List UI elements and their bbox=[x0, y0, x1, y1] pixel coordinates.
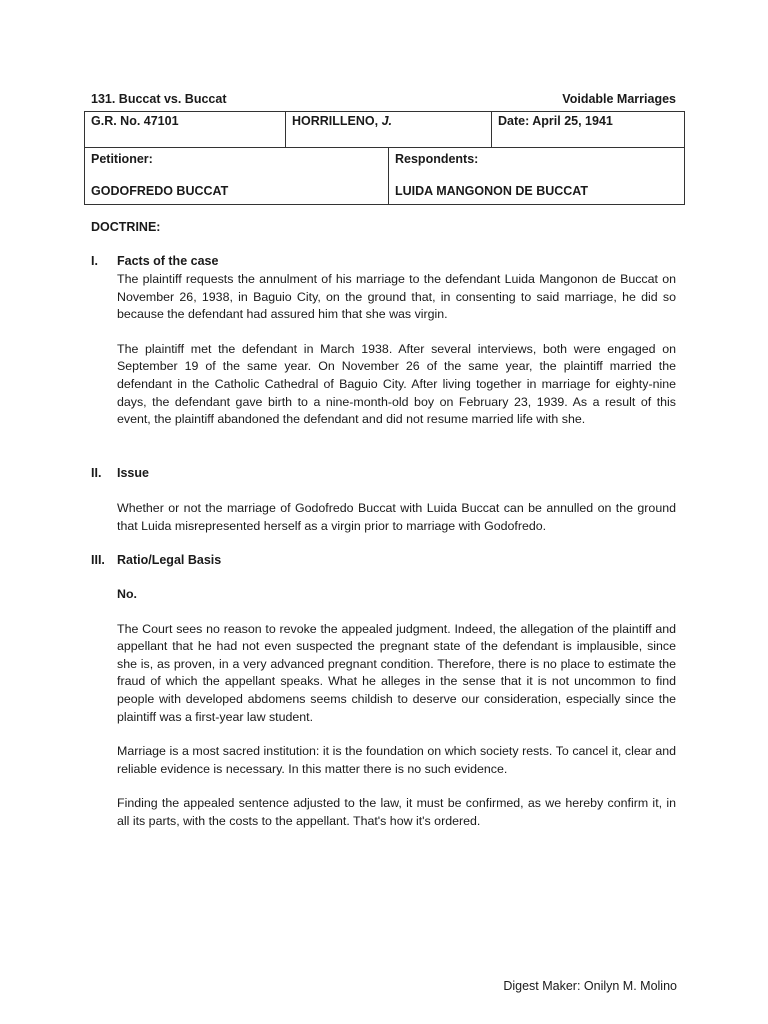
ratio-section bbox=[91, 553, 676, 831]
case-title: 131. Buccat vs. Buccat bbox=[91, 92, 227, 106]
case-header bbox=[91, 92, 676, 110]
ratio-answer: No. bbox=[117, 587, 137, 601]
issue-title: Issue bbox=[117, 466, 149, 480]
ratio-heading bbox=[91, 553, 676, 570]
facts-body bbox=[117, 271, 676, 429]
decision-date: Date: April 25, 1941 bbox=[498, 114, 613, 128]
gr-number-cell bbox=[85, 112, 286, 148]
date-cell bbox=[492, 112, 685, 148]
issue-body bbox=[117, 500, 676, 535]
facts-section bbox=[91, 254, 676, 429]
respondents-cell bbox=[389, 148, 685, 205]
petitioner-cell bbox=[85, 148, 389, 205]
issue-heading bbox=[91, 466, 676, 483]
facts-heading bbox=[91, 254, 676, 271]
facts-paragraph: The plaintiff met the defendant in March 1938. After several interviews, both were engaged on September 19 of the same year. On November 26 of the same year, the plaintiff married the defendant in the Catholic Cathedral of Baguio City. After living together in marriage for eighty-nine days, the defendant gave birth to a nine-month-old boy on February 23, 1939. As a result of this event, the plaintiff abandoned the defendant and did not resume married life with she. bbox=[117, 341, 676, 427]
ratio-paragraph: The Court sees no reason to revoke the appealed judgment. Indeed, the allegation of the plaintiff and appellant that he had not even suspected the pregnant state of the defendant is implausible, since she is, as proven, in a very advanced pregnant condition. Therefore, there is no place to estimate the fraud of which the appellant speaks. What he alleges in the sense that it is not uncommon to find people with developed abdomens seems childish to deserve our consideration, especially since the plaintiff was a first-year law student. bbox=[117, 621, 676, 724]
ponente-name: HORRILLENO, bbox=[292, 114, 382, 128]
respondents-name: LUIDA MANGONON DE BUCCAT bbox=[395, 184, 589, 198]
petitioner-label: Petitioner: bbox=[91, 152, 153, 166]
petitioner-name: GODOFREDO BUCCAT bbox=[91, 184, 229, 198]
respondents-label: Respondents: bbox=[395, 152, 479, 166]
digest-maker: Digest Maker: Onilyn M. Molino bbox=[503, 979, 677, 993]
facts-paragraph: The plaintiff requests the annulment of his marriage to the defendant Luida Mangonon de Buccat on November 26, 1938, in Baguio City, on the ground that, in consenting to said marriage, he did so because the defendant had assured him that she was virgin. bbox=[117, 272, 676, 322]
facts-title: Facts of the case bbox=[117, 254, 219, 268]
ratio-paragraph: Marriage is a most sacred institution: it is the foundation on which society rests. To cancel it, clear and reliable evidence is necessary. In this matter there is no such evidence. bbox=[117, 744, 676, 776]
case-category: Voidable Marriages bbox=[562, 92, 676, 106]
ponente-suffix: J. bbox=[381, 114, 393, 128]
ratio-title: Ratio/Legal Basis bbox=[117, 553, 222, 567]
issue-paragraph: Whether or not the marriage of Godofredo Buccat with Luida Buccat can be annulled on the ground that Luida misrepresented herself as a virgin prior to marriage with Godofredo. bbox=[117, 501, 676, 533]
ratio-number: III. bbox=[91, 553, 105, 567]
ratio-paragraph: Finding the appealed sentence adjusted to the law, it must be confirmed, as we hereby confirm it, in all its parts, with the costs to the appellant. That's how it's ordered. bbox=[117, 796, 676, 828]
issue-number: II. bbox=[91, 466, 102, 480]
facts-number: I. bbox=[91, 254, 98, 268]
ponente-cell bbox=[286, 112, 492, 148]
gr-number: G.R. No. 47101 bbox=[91, 114, 179, 128]
issue-section bbox=[91, 466, 676, 535]
case-info-table bbox=[84, 111, 685, 205]
doctrine-heading: DOCTRINE: bbox=[91, 220, 161, 234]
ratio-body bbox=[117, 586, 676, 831]
